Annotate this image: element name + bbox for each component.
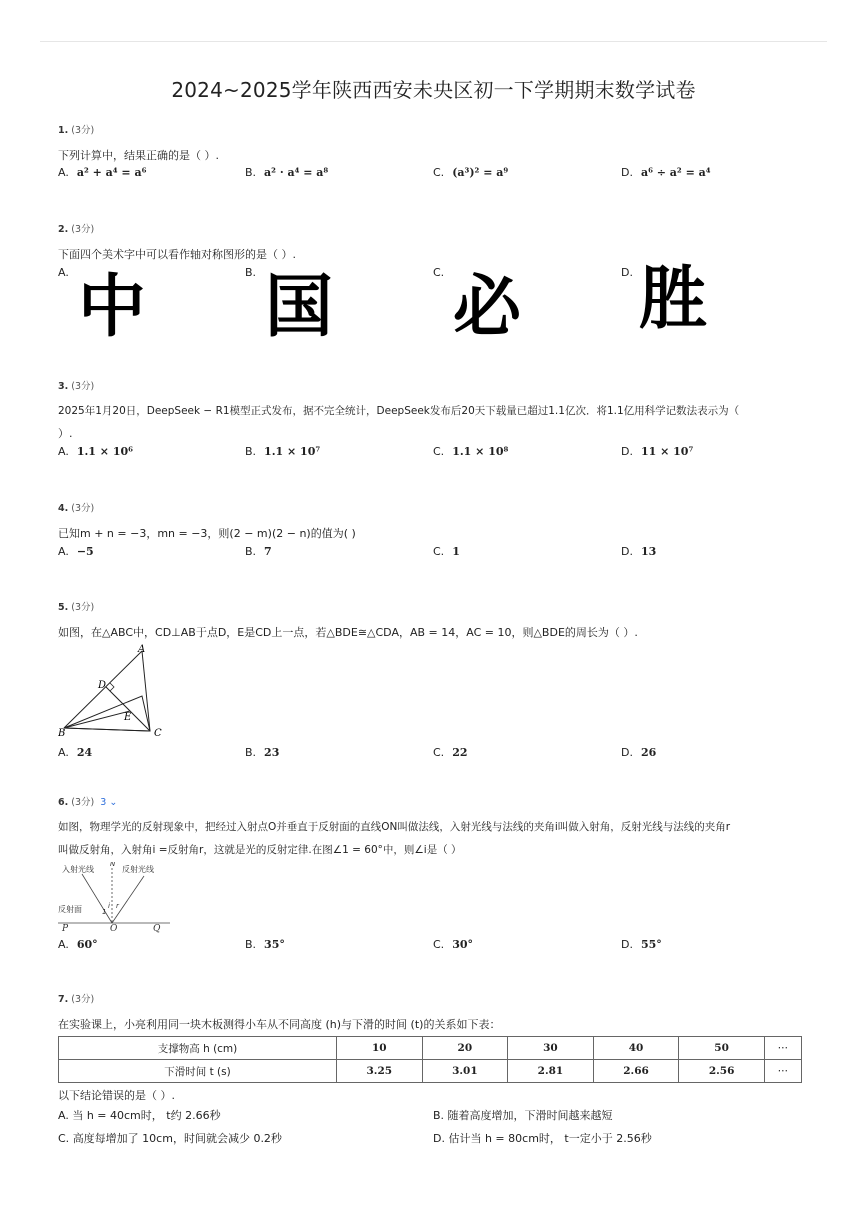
option-a[interactable]: A. 1.1 × 10⁶	[58, 445, 133, 458]
table-cell: 3.01	[422, 1060, 508, 1083]
question-stem: 如图，在△ABC中，CD⊥AB于点D，E是CD上一点，若△BDE≅△CDA，AB = 14，AC = 10，则△BDE的周长为（ ）.	[58, 626, 638, 639]
option-c[interactable]: C. (a³)² = a⁹	[433, 166, 509, 179]
table-cell: 50	[679, 1037, 765, 1060]
question-2	[58, 221, 818, 351]
option-a[interactable]: A. 60°	[58, 938, 98, 951]
options	[58, 938, 818, 958]
table-cell: 10	[337, 1037, 423, 1060]
question-stem: 在实验课上，小亮利用同一块木板测得小车从不同高度 (h)与下滑的时间 (t)的关系如下表：	[58, 1018, 501, 1031]
option-d[interactable]: D. 11 × 10⁷	[621, 445, 694, 458]
question-3	[58, 378, 818, 465]
table-cell: ⋯	[764, 1060, 801, 1083]
side-bc	[64, 728, 150, 731]
question-1	[58, 122, 818, 186]
option-b[interactable]: B. a² · a⁴ = a⁸	[245, 166, 329, 179]
option-a[interactable]: A. 24	[58, 746, 93, 759]
question-5	[58, 599, 818, 766]
label-n: N	[110, 862, 116, 868]
triangle-figure	[58, 644, 178, 736]
option-c[interactable]: C. 1	[433, 545, 460, 558]
question-header: 7. (3分)	[58, 994, 95, 1005]
side-ac	[142, 651, 150, 731]
label-reflected: 反射光线	[122, 865, 154, 874]
table-cell: ⋯	[764, 1037, 801, 1060]
option-b[interactable]: B. 1.1 × 10⁷	[245, 445, 321, 458]
table-cell: 2.81	[508, 1060, 594, 1083]
option-a[interactable]: A. −5	[58, 545, 94, 558]
question-header: 4. (3分)	[58, 503, 95, 514]
segment-be	[64, 711, 130, 728]
label-b: B	[58, 728, 66, 736]
question-header: 2. (3分)	[58, 224, 95, 235]
option-c[interactable]: C. 高度每增加了 10cm，时间就会减少 0.2秒	[58, 1132, 282, 1145]
option-d[interactable]: D. a⁶ ÷ a² = a⁴	[621, 166, 711, 179]
option-b[interactable]: B. 随着高度增加，下滑时间越来越短	[433, 1109, 613, 1122]
option-a[interactable]: A. a² + a⁴ = a⁶	[58, 166, 147, 179]
table-cell: 3.25	[337, 1060, 423, 1083]
question-4	[58, 500, 818, 565]
art-char-sheng: 胜	[639, 260, 708, 339]
question-stem-cont: 以下结论错误的是（ ）.	[58, 1089, 175, 1102]
question-header: 6. (3分) 3 ⌄	[58, 797, 118, 808]
label-d: D	[98, 680, 107, 691]
options	[58, 166, 818, 186]
option-d[interactable]: D. 55°	[621, 938, 662, 951]
option-d[interactable]: D.	[621, 266, 633, 279]
chevron-down-icon: ⌄	[109, 797, 118, 808]
page-title: 2024~2025学年陕西西安未央区初一下学期期末数学试卷	[171, 78, 696, 102]
question-header: 1. (3分)	[58, 125, 95, 136]
table-cell: 2.66	[593, 1060, 679, 1083]
question-stem: 2025年1月20日，DeepSeek − R1模型正式发布，据不完全统计，DeepSeek发布后20天下载量已超过1.1亿次．将1.1亿用科学记数法表示为（	[58, 405, 740, 417]
label-incident: 入射光线	[62, 865, 94, 874]
segment-cd	[106, 687, 150, 731]
question-stem-cont: 叫做反射角，入射角i =反射角r，这就是光的反射定律.在图∠1 = 60°中，则∠i是（ ）	[58, 844, 462, 856]
table-row-header: 下滑时间 t (s)	[59, 1060, 337, 1083]
label-a: A	[138, 644, 146, 655]
question-stem: 如图，物理学光的反射现象中，把经过入射点O并垂直于反射面的直线ON叫做法线，入射光线与法线的夹角i叫做入射角，反射光线与法线的夹角r	[58, 821, 731, 833]
art-char-bi: 必	[453, 268, 522, 347]
label-o: O	[110, 924, 118, 934]
variant-toggle[interactable]: 3 ⌄	[100, 797, 118, 808]
question-7	[58, 991, 818, 1157]
label-q: Q	[153, 924, 161, 934]
table-row	[59, 1060, 802, 1083]
table-cell: 30	[508, 1037, 594, 1060]
label-c: C	[154, 728, 162, 736]
option-b[interactable]: B. 7	[245, 545, 272, 558]
options	[58, 746, 818, 766]
label-p: P	[62, 924, 69, 934]
label-r: r	[116, 902, 119, 910]
option-d[interactable]: D. 估计当 h = 80cm时， t一定小于 2.56秒	[433, 1132, 652, 1145]
option-b[interactable]: B. 35°	[245, 938, 285, 951]
option-c[interactable]: C. 22	[433, 746, 468, 759]
option-d[interactable]: D. 26	[621, 746, 657, 759]
label-i: i	[108, 902, 110, 910]
table-cell: 20	[422, 1037, 508, 1060]
options	[58, 1107, 818, 1157]
reflection-figure	[58, 862, 178, 930]
table-cell: 2.56	[679, 1060, 765, 1083]
question-header: 5. (3分)	[58, 602, 95, 613]
table-cell: 40	[593, 1037, 679, 1060]
table-row-header: 支撑物高 h (cm)	[59, 1037, 337, 1060]
reflected-ray	[112, 876, 144, 923]
option-c[interactable]: C. 1.1 × 10⁸	[433, 445, 509, 458]
data-table	[58, 1036, 802, 1083]
option-a[interactable]: A.	[58, 266, 69, 279]
option-c[interactable]: C.	[433, 266, 445, 279]
top-divider	[40, 41, 827, 42]
right-angle-mark	[110, 683, 114, 691]
label-surface: 反射面	[58, 905, 82, 914]
figure-baseline-labels	[58, 926, 818, 936]
option-a[interactable]: A. 当 h = 40cm时， t约 2.66秒	[58, 1109, 221, 1122]
option-b[interactable]: B. 23	[245, 746, 280, 759]
question-stem: 下面四个美术字中可以看作轴对称图形的是（ ）.	[58, 248, 296, 261]
option-d[interactable]: D. 13	[621, 545, 657, 558]
table-row	[59, 1037, 802, 1060]
options	[58, 445, 818, 465]
option-b[interactable]: B.	[245, 266, 257, 279]
question-stem-cont: ）.	[58, 427, 73, 440]
label-e: E	[124, 712, 132, 723]
question-header: 3. (3分)	[58, 381, 95, 392]
question-6	[58, 794, 818, 958]
question-stem: 已知m + n = −3，mn = −3，则(2 − m)(2 − n)的值为( )	[58, 527, 356, 540]
options	[58, 545, 818, 565]
label-one: 1	[102, 908, 107, 916]
art-char-guo: 国	[265, 268, 334, 347]
question-stem: 下列计算中，结果正确的是（ ）.	[58, 149, 219, 162]
incident-ray	[82, 874, 112, 923]
art-char-zhong: 中	[78, 268, 147, 347]
option-c[interactable]: C. 30°	[433, 938, 473, 951]
